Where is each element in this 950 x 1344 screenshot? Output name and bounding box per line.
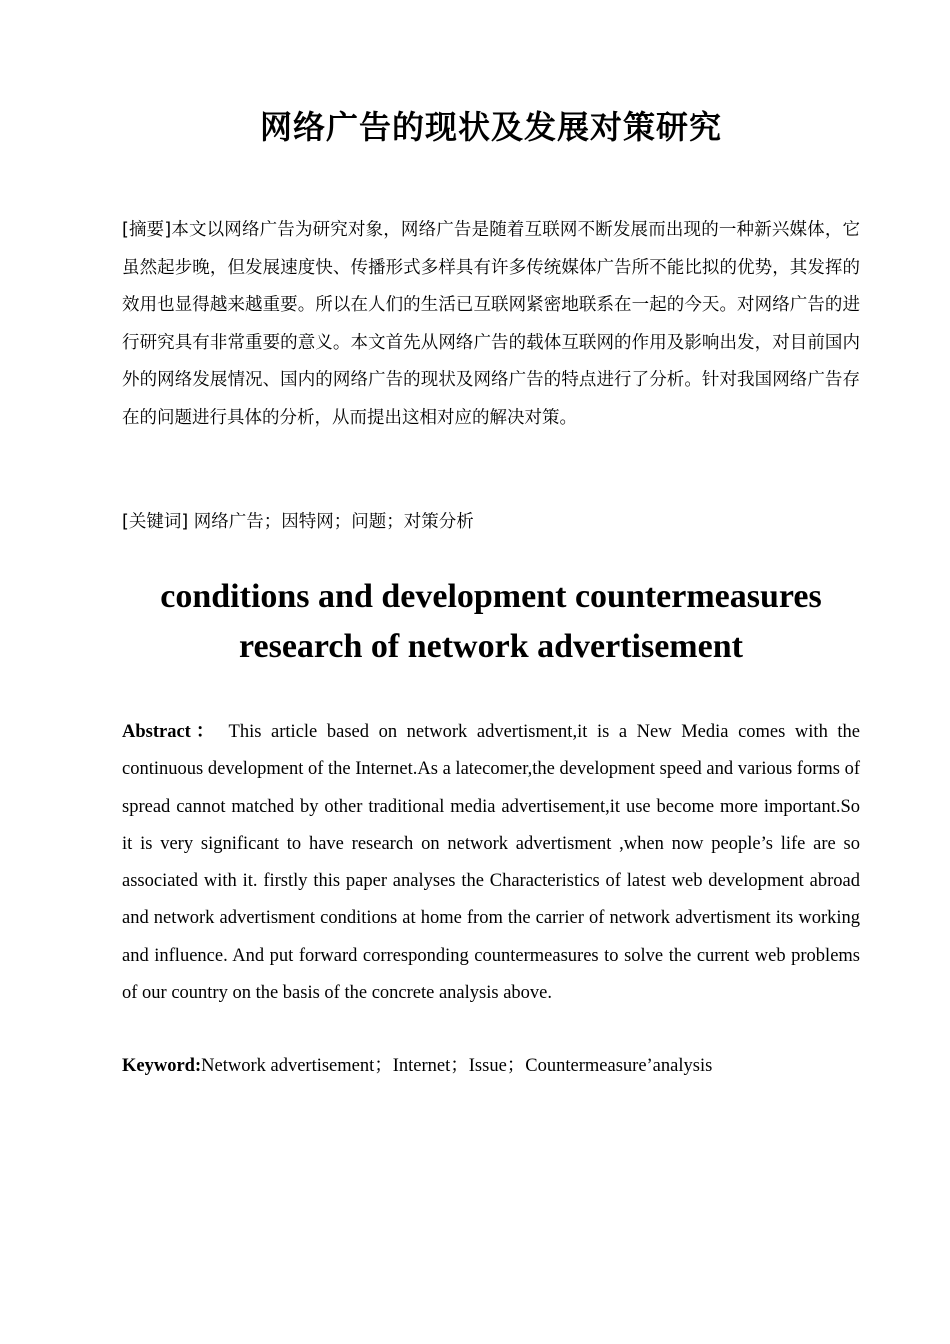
- english-title-line-2: research of network advertisement: [239, 628, 743, 665]
- english-title: [122, 572, 860, 672]
- english-keywords-label: Keyword:: [122, 1056, 202, 1076]
- chinese-keywords-text: 网络广告；因特网；问题；对策分析: [188, 512, 474, 532]
- chinese-keywords: [122, 505, 860, 539]
- english-keywords: [122, 1049, 860, 1083]
- chinese-title: 网络广告的现状及发展对策研究: [259, 108, 722, 146]
- chinese-abstract-text: 本文以网络广告为研究对象，网络广告是随着互联网不断发展而出现的一种新兴媒体，它虽然起步晚，但发展速度快、传播形式多样具有许多传统媒体广告所不能比拟的优势，其发挥的效用也显得越来越重要。所以在人们的生活已互联网紧密地联系在一起的今天。对网络广告的进行研究具有非常重要的意义。本文首先从网络广告的载体互联网的作用及影响出发，对目前国内外的网络发展情况、国内的网络广告的现状及网络广告的特点进行了分析。针对我国网络广告存在的问题进行具体的分析，从而提出这相对应的解决对策。: [122, 220, 861, 428]
- english-abstract-label: Abstract：: [122, 722, 220, 742]
- english-abstract: [122, 714, 860, 1012]
- chinese-abstract-label: [摘要]: [122, 220, 172, 240]
- chinese-abstract: [122, 212, 860, 437]
- english-abstract-text: This article based on network advertisment,it is a New Media comes with the continuous development of the Internet.As a latecomer,the development speed and various forms of spread cannot matched by other traditional media advertisement,it use become more important.So it is very significant to have research on network advertisment ,when now people’s life are so associated with it. firstly this paper analyses the Characteristics of latest web development abroad and network advertisment conditions at home from the carrier of network advertisment its working and influence. And put forward corresponding countermeasures to solve the current web problems of our country on the basis of the concrete analysis above.: [122, 722, 861, 1004]
- english-title-line-1: conditions and development countermeasures: [160, 578, 822, 615]
- english-keywords-text: Network advertisement；Internet；Issue；Countermeasure’analysis: [201, 1056, 713, 1076]
- chinese-keywords-label: [关键词]: [122, 512, 189, 532]
